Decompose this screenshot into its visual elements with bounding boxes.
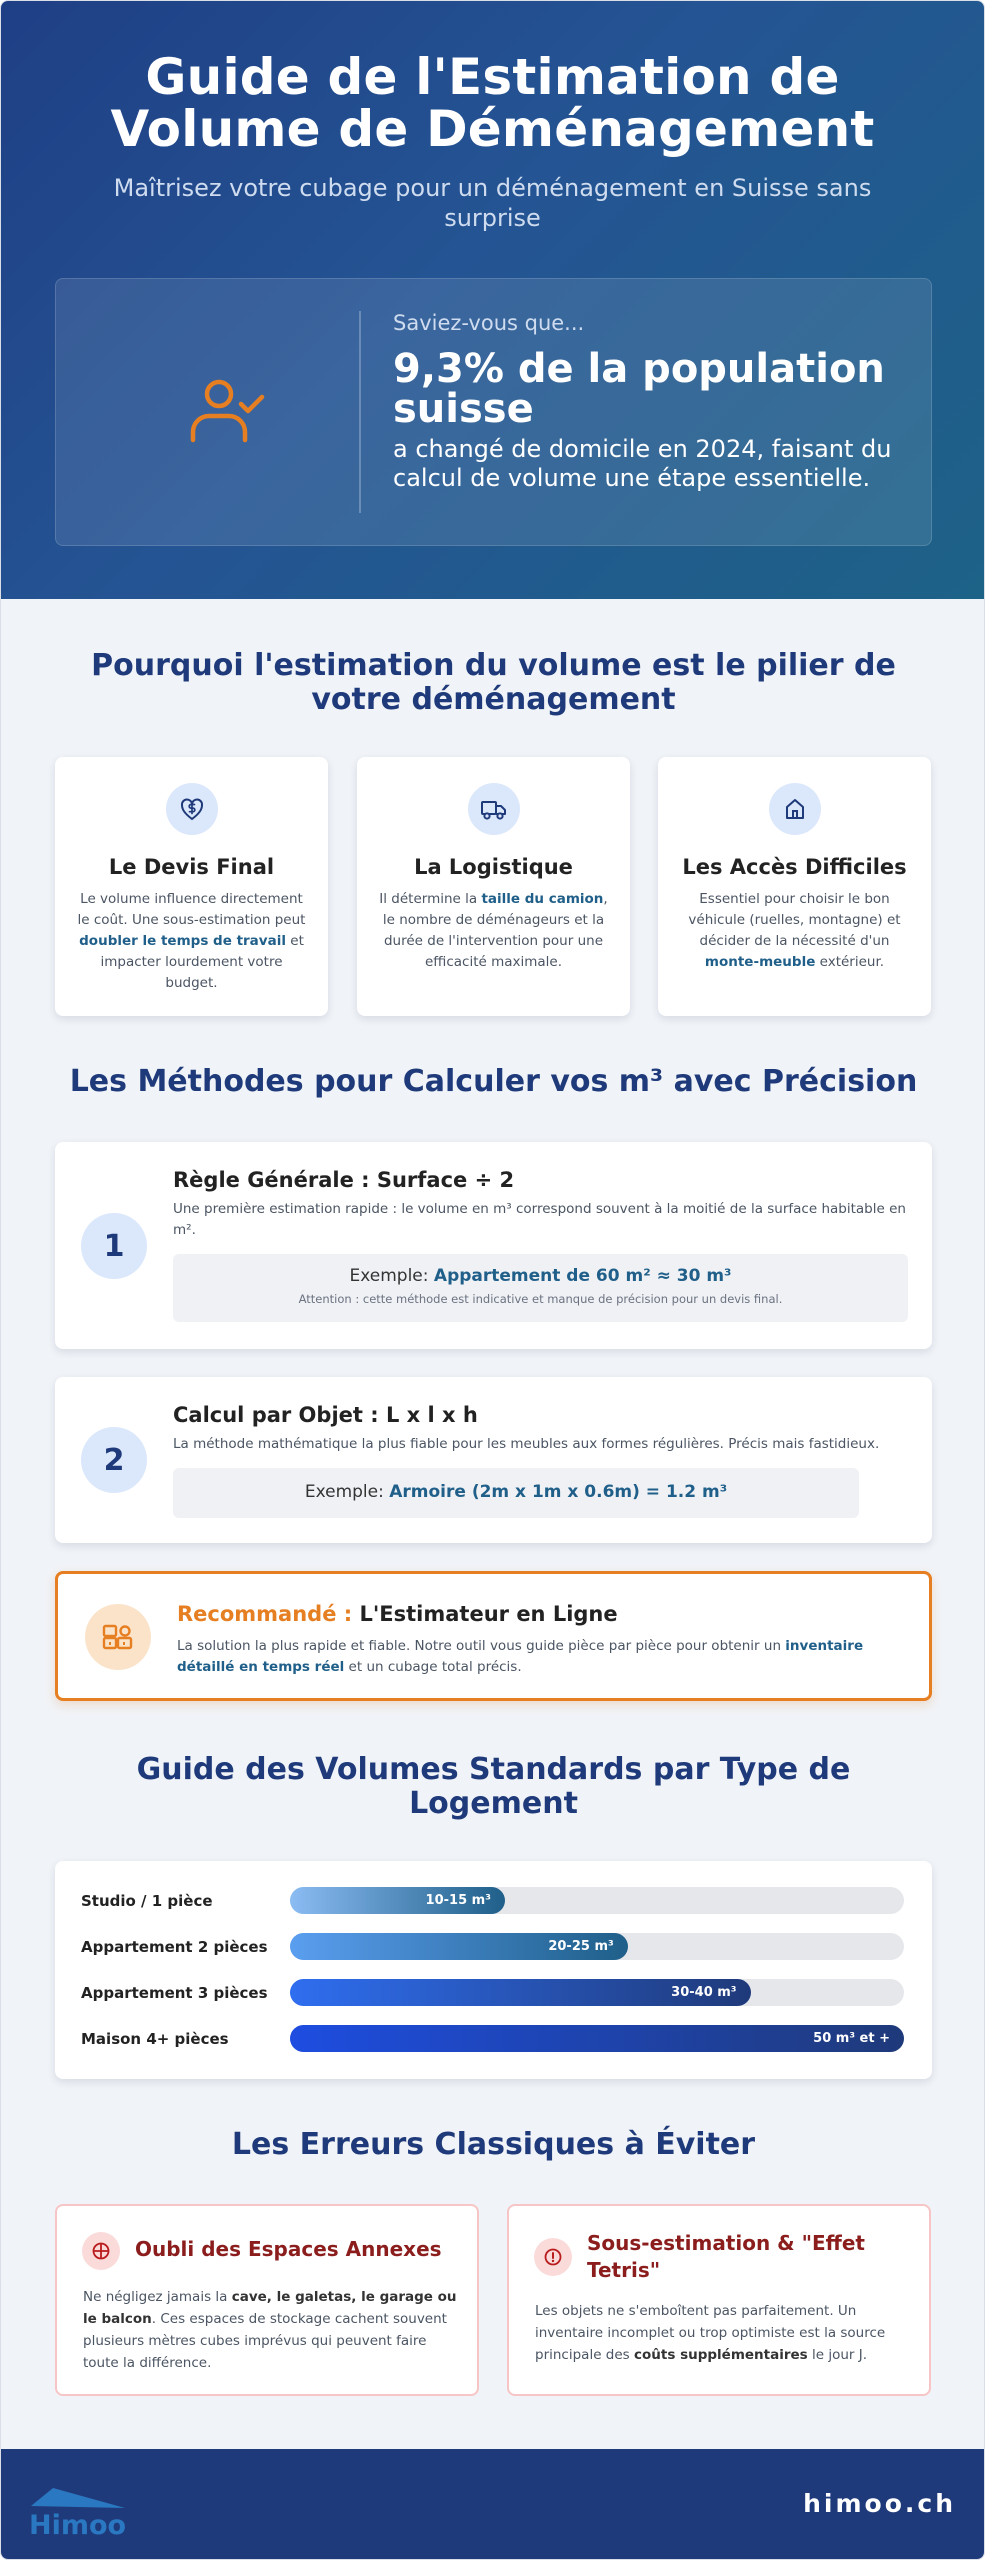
truck-icon [468, 783, 520, 835]
volume-track [290, 1979, 904, 2006]
example-note: Attention : cette méthode est indicative et manque de précision pour un devis final. [298, 1292, 783, 1306]
home-icon [769, 783, 821, 835]
volume-bar: 50 m³ et + [290, 2025, 904, 2052]
errors-title: Les Erreurs Classiques à Éviter [231, 2127, 756, 2162]
svg-text:Himoo: Himoo [29, 2510, 127, 2539]
boxes-icon [85, 1604, 151, 1670]
volume-label: Studio / 1 pièce [81, 1892, 213, 1910]
fact-text [393, 311, 893, 493]
alert-circle-icon [534, 2238, 572, 2276]
method-title: Règle Générale : Surface ÷ 2 [173, 1168, 515, 1192]
volume-track [290, 1887, 904, 1914]
volume-row [81, 2025, 906, 2053]
pillar-title: Le Devis Final [108, 855, 275, 879]
pillar-card-logistique [357, 757, 630, 1016]
pillar-text: Le volume influence directement le coût. Une sous-estimation peut doubler le temps de travail et impacter lourdement votre budget. [77, 891, 306, 991]
example-text: Exemple: Armoire (2m x 1m x 0.6m) = 1.2 m³ [304, 1482, 728, 1502]
volume-bar: 10-15 m³ [290, 1887, 505, 1914]
volumes-title: Guide des Volumes Standards par Type de Logement [136, 1752, 851, 1821]
volume-track [290, 2025, 904, 2052]
fact-divider [359, 311, 361, 513]
volume-row [81, 1979, 906, 2007]
methods-title: Les Méthodes pour Calculer vos m³ avec Précision [69, 1064, 918, 1099]
hero-section [1, 1, 984, 599]
pillars-title: Pourquoi l'estimation du volume est le pilier de votre déménagement [91, 648, 896, 717]
error-card-tetris [507, 2204, 931, 2396]
page-title: Guide de l'Estimation de Volume de Déménagement [110, 48, 875, 158]
user-check-icon [181, 374, 271, 454]
volume-track [290, 1933, 904, 1960]
method-card-2 [55, 1377, 932, 1543]
volume-row [81, 1887, 906, 1915]
fact-intro: Saviez-vous que... [393, 311, 585, 335]
method-card-1 [55, 1142, 932, 1349]
recommended-text: La solution la plus rapide et fiable. Notre outil vous guide pièce par pièce pour obtenir un inventaire détaillé en temps réel et un cubage total précis. [177, 1638, 864, 1675]
error-card-annexes [55, 2204, 479, 2396]
error-title: Sous-estimation & "Effet Tetris" [587, 2231, 865, 2282]
volume-label: Maison 4+ pièces [81, 2030, 229, 2048]
pillar-title: La Logistique [414, 855, 573, 879]
pillar-text: Essentiel pour choisir le bon véhicule (ruelles, montagne) et décider de la nécessité d'un monte-meuble extérieur. [688, 891, 901, 970]
pillar-card-devis [55, 757, 328, 1016]
volume-label: Appartement 2 pièces [81, 1938, 268, 1956]
footer [1, 2449, 985, 2560]
fact-stat: 9,3% de la population suisse [393, 346, 885, 432]
volumes-card [55, 1861, 932, 2079]
method-description: La méthode mathématique la plus fiable pour les meubles aux formes régulières. Précis mais fastidieux. [173, 1436, 880, 1452]
recommended-title: Recommandé : L'Estimateur en Ligne [177, 1602, 618, 1626]
volume-bar: 20-25 m³ [290, 1933, 628, 1960]
method-number: 1 [81, 1213, 147, 1279]
example-box [173, 1254, 908, 1322]
recommended-card [55, 1571, 932, 1701]
example-text: Exemple: Appartement de 60 m² ≈ 30 m³ [349, 1266, 732, 1286]
fact-card [55, 278, 932, 546]
volume-bar: 30-40 m³ [290, 1979, 751, 2006]
pillar-card-acces [658, 757, 931, 1016]
budget-icon [166, 783, 218, 835]
pillar-title: Les Accès Difficiles [682, 855, 907, 879]
example-box [173, 1468, 859, 1518]
method-number: 2 [81, 1427, 147, 1493]
error-text: Les objets ne s'emboîtent pas parfaitement. Un inventaire incomplet ou trop optimiste est la source principale des coûts supplémentaires le jour J. [535, 2303, 886, 2363]
volume-row [81, 1933, 906, 1961]
method-title: Calcul par Objet : L x l x h [173, 1403, 478, 1427]
pillar-text: Il détermine la taille du camion, le nombre de déménageurs et la durée de l'intervention pour une efficacité maximale. [379, 891, 608, 970]
method-description: Une première estimation rapide : le volume en m³ correspond souvent à la moitié de la surface habitable en m². [173, 1201, 906, 1238]
himoo-logo[interactable] [27, 2474, 137, 2539]
volume-label: Appartement 3 pièces [81, 1984, 268, 2002]
crosshair-icon [82, 2232, 120, 2270]
error-text: Ne négligez jamais la cave, le galetas, le garage ou le balcon. Ces espaces de stockage cachent souvent plusieurs mètres cubes imprévus qui peuvent faire toute la différence. [83, 2289, 457, 2371]
site-link[interactable]: himoo.ch [803, 2489, 956, 2518]
fact-description: a changé de domicile en 2024, faisant du calcul de volume une étape essentielle. [393, 435, 892, 492]
page-subtitle: Maîtrisez votre cubage pour un déménagement en Suisse sans surprise [113, 174, 872, 232]
error-title: Oubli des Espaces Annexes [135, 2237, 442, 2261]
